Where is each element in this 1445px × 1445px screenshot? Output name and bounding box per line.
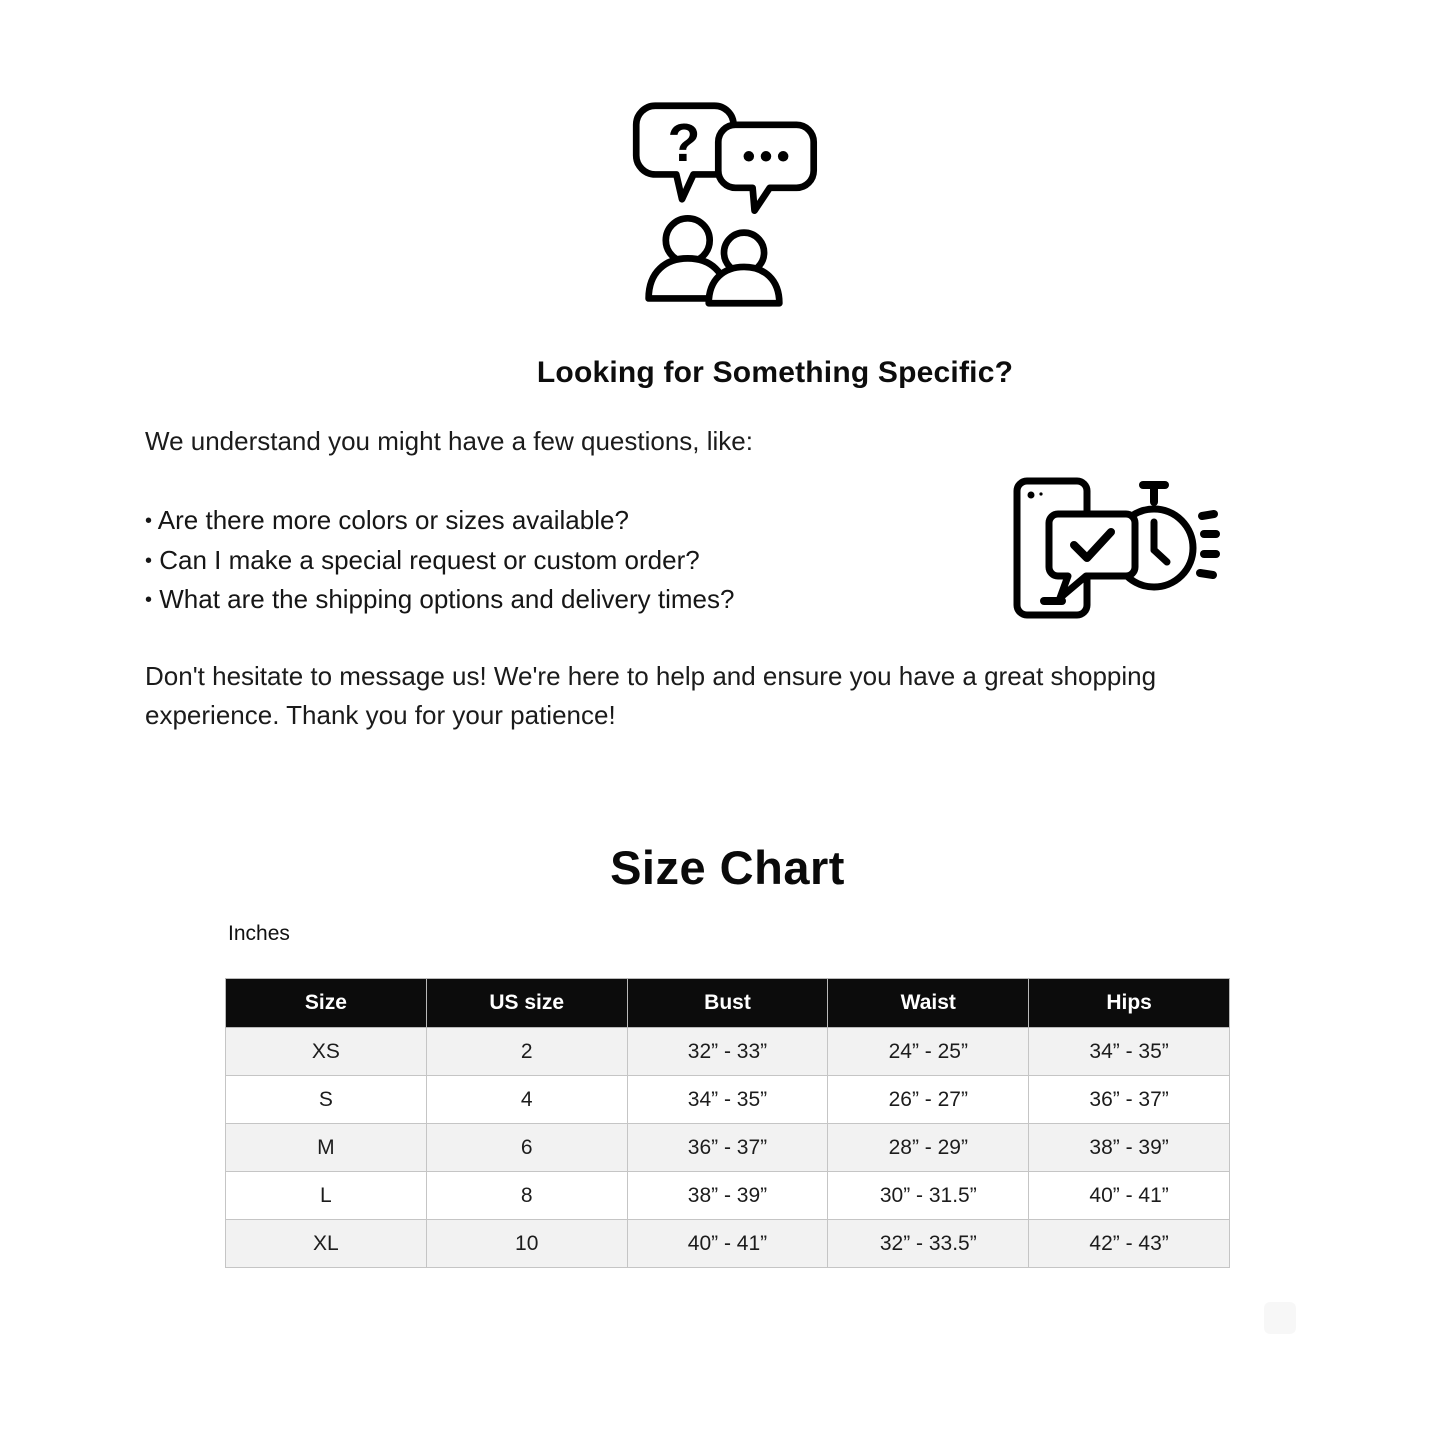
table-cell: M (226, 1124, 427, 1172)
question-item (145, 541, 734, 581)
table-cell: 34” - 35” (1029, 1028, 1230, 1076)
size-chart-table (225, 978, 1230, 1268)
table-cell: 32” - 33.5” (828, 1220, 1029, 1268)
table-cell: 2 (426, 1028, 627, 1076)
size-table-header-row (226, 979, 1230, 1028)
intro-text: We understand you might have a few questions, like: (145, 426, 753, 456)
bullet-icon: • (145, 510, 153, 532)
closing-text: Don't hesitate to message us! We're here to help and ensure you have a great shopping experience. Thank you for your patience! (145, 661, 1157, 730)
table-cell: 10 (426, 1220, 627, 1268)
table-cell: 30” - 31.5” (828, 1172, 1029, 1220)
table-cell: 38” - 39” (1029, 1124, 1230, 1172)
bullet-icon: • (145, 589, 153, 611)
table-row (226, 1172, 1230, 1220)
table-cell: 26” - 27” (828, 1076, 1029, 1124)
page-title: Looking for Something Specific? (536, 356, 1014, 389)
table-cell: S (226, 1076, 427, 1124)
table-cell: L (226, 1172, 427, 1220)
column-header: Hips (1029, 979, 1230, 1028)
table-cell: 38” - 39” (627, 1172, 828, 1220)
table-cell: 28” - 29” (828, 1124, 1029, 1172)
question-item (145, 580, 734, 620)
column-header: Size (226, 979, 427, 1028)
table-cell: 36” - 37” (1029, 1076, 1230, 1124)
table-cell: 34” - 35” (627, 1076, 828, 1124)
svg-text:?: ? (667, 114, 701, 174)
table-cell: 24” - 25” (828, 1028, 1029, 1076)
column-header: Bust (627, 979, 828, 1028)
table-cell: 42” - 43” (1029, 1220, 1230, 1268)
question-item (145, 501, 734, 541)
table-row (226, 1220, 1230, 1268)
table-cell: 8 (426, 1172, 627, 1220)
table-cell: XS (226, 1028, 427, 1076)
bullet-icon: • (145, 549, 153, 572)
table-row (226, 1124, 1230, 1172)
column-header: Waist (828, 979, 1029, 1028)
table-cell: 36” - 37” (627, 1124, 828, 1172)
table-cell: 6 (426, 1124, 627, 1172)
unit-label: Inches (228, 922, 290, 945)
phone-message-stopwatch-icon (1008, 472, 1220, 624)
table-cell: 4 (426, 1076, 627, 1124)
table-row (226, 1076, 1230, 1124)
size-chart-title: Size Chart (610, 841, 845, 894)
question-text: What are the shipping options and delivery times? (152, 584, 735, 614)
size-table-body (226, 1028, 1230, 1268)
people-chat-icon (628, 100, 820, 308)
faint-watermark (1264, 1302, 1296, 1334)
column-header: US size (426, 979, 627, 1028)
question-list (145, 501, 734, 620)
question-text: Are there more colors or sizes available? (152, 505, 629, 535)
table-cell: 40” - 41” (1029, 1172, 1230, 1220)
table-cell: 32” - 33” (627, 1028, 828, 1076)
table-row (226, 1028, 1230, 1076)
table-cell: XL (226, 1220, 427, 1268)
question-text: Can I make a special request or custom order? (152, 544, 700, 575)
table-cell: 40” - 41” (627, 1220, 828, 1268)
